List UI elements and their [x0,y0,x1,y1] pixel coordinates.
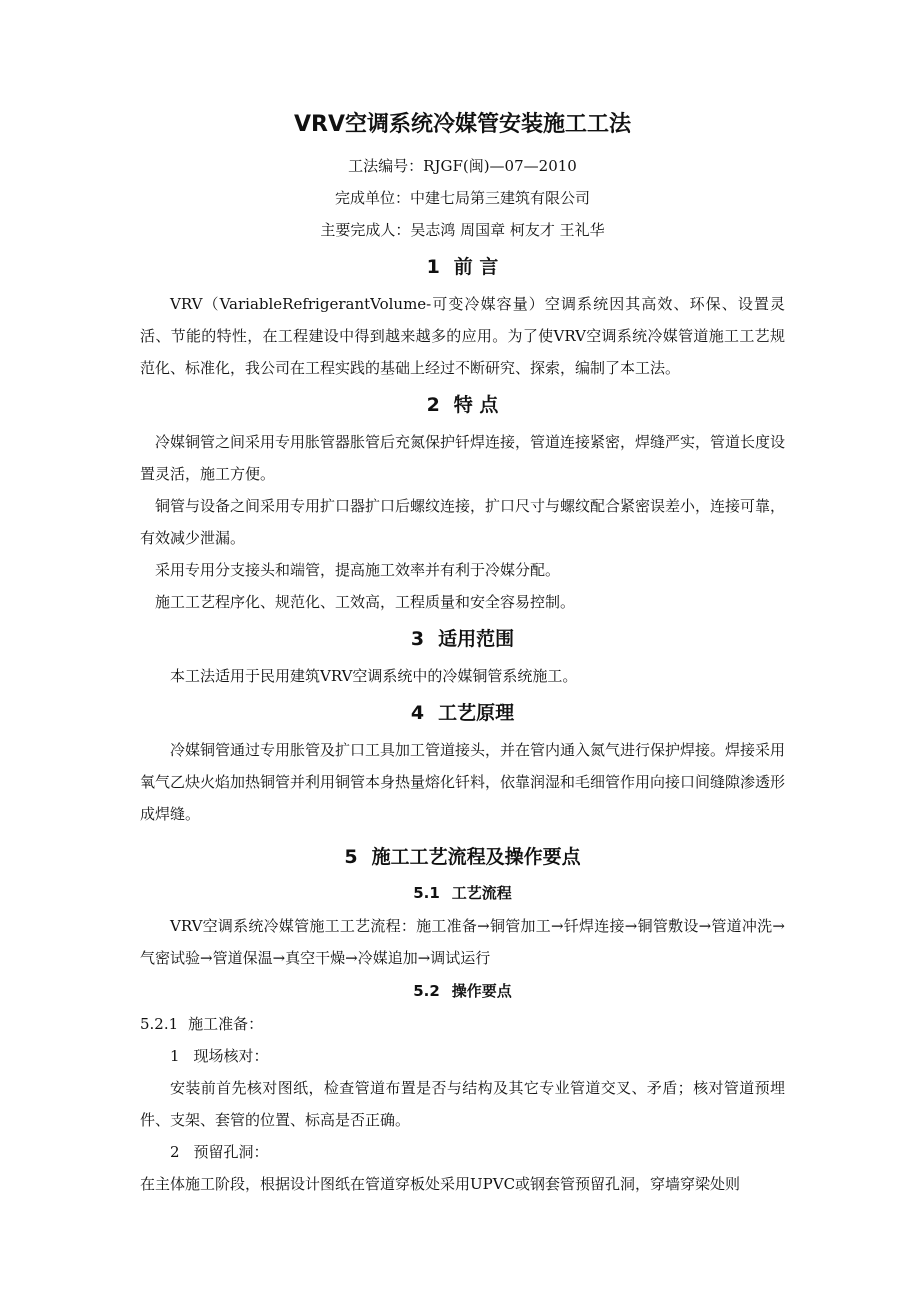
paragraph: 安装前首先核对图纸，检查管道布置是否与结构及其它专业管道交叉、矛盾；核对管道预埋件、支架、套管的位置、标高是否正确。 [140,1079,785,1129]
subsection-title: 工艺流程 [451,884,512,902]
method-number: 工法编号：RJGF(闽)—07—2010 [348,157,577,175]
paragraph: 施工工艺程序化、规范化、工效高，工程质量和安全容易控制。 [155,593,576,611]
section-number: 5 [344,846,358,868]
section-number: 4 [410,702,425,724]
subsection-heading-key-points [140,976,785,1006]
section-heading-scope [140,624,785,654]
item-number: 2 [170,1143,180,1161]
section-title: 前 言 [453,256,499,278]
paragraph: 采用专用分支接头和端管，提高施工效率并有利于冷媒分配。 [155,561,561,579]
section-number: 2 [426,394,440,416]
paragraph: VRV（VariableRefrigerantVolume-可变冷媒容量）空调系统因其高效、环保、设置灵活、节能的特性，在工程建设中得到越来越多的应用。为了使VRV空调系统冷媒管道施工工艺规范化、标准化，我公司在工程实践的基础上经过不断研究、探索，编制了本工法。 [140,295,785,377]
paragraph: 铜管与设备之间采用专用扩口器扩口后螺纹连接，扩口尺寸与螺纹配合紧密误差小，连接可靠，有效减少泄漏。 [140,497,786,547]
paragraph: VRV空调系统冷媒管施工工艺流程：施工准备→铜管加工→钎焊连接→铜管敷设→管道冲洗→气密试验→管道保温→真空干燥→冷媒追加→调试运行 [140,917,785,967]
item-title: 现场核对： [193,1047,269,1065]
subsection-number: 5.1 [413,884,440,902]
document-page [140,108,785,1200]
paragraph: 冷媒铜管之间采用专用胀管器胀管后充氮保护钎焊连接，管道连接紧密，焊缝严实，管道长度设置灵活，施工方便。 [140,433,786,483]
paragraph: 在主体施工阶段，根据设计图纸在管道穿板处采用UPVC或钢套管预留孔洞，穿墙穿梁处则 [140,1175,741,1193]
section-number: 3 [410,628,425,650]
section-heading-process [140,842,785,872]
item-heading-site-check [140,1040,785,1072]
subsection-title: 操作要点 [451,982,512,1000]
item-title: 预留孔洞： [193,1143,269,1161]
item-number: 1 [170,1047,180,1065]
section-title: 特 点 [453,394,499,416]
section-heading-principle [140,698,785,728]
section-title: 施工工艺流程及操作要点 [371,846,581,868]
clause-number: 5.2.1 [140,1015,179,1033]
subsection-number: 5.2 [413,982,440,1000]
paragraph: 冷媒铜管通过专用胀管及扩口工具加工管道接头，并在管内通入氮气进行保护焊接。焊接采用氧气乙炔火焰加热铜管并利用铜管本身热量熔化钎料，依靠润湿和毛细管作用向接口间缝隙渗透形成焊缝。 [140,741,786,823]
item-heading-reserved-holes [140,1136,785,1168]
paragraph: 本工法适用于民用建筑VRV空调系统中的冷媒铜管系统施工。 [170,667,578,685]
section-number: 1 [426,256,440,278]
section-heading-features [140,390,785,420]
clause-title: 施工准备： [188,1015,264,1033]
section-heading-preface [140,252,785,282]
clause-heading-preparation [140,1008,785,1040]
section-title: 工艺原理 [438,702,515,724]
completion-unit: 完成单位：中建七局第三建筑有限公司 [334,189,590,207]
section-title: 适用范围 [438,628,515,650]
main-authors: 主要完成人：吴志鸿 周国章 柯友才 王礼华 [320,221,605,239]
document-title: VRV空调系统冷媒管安装施工工法 [294,112,631,137]
subsection-heading-flow [140,878,785,908]
